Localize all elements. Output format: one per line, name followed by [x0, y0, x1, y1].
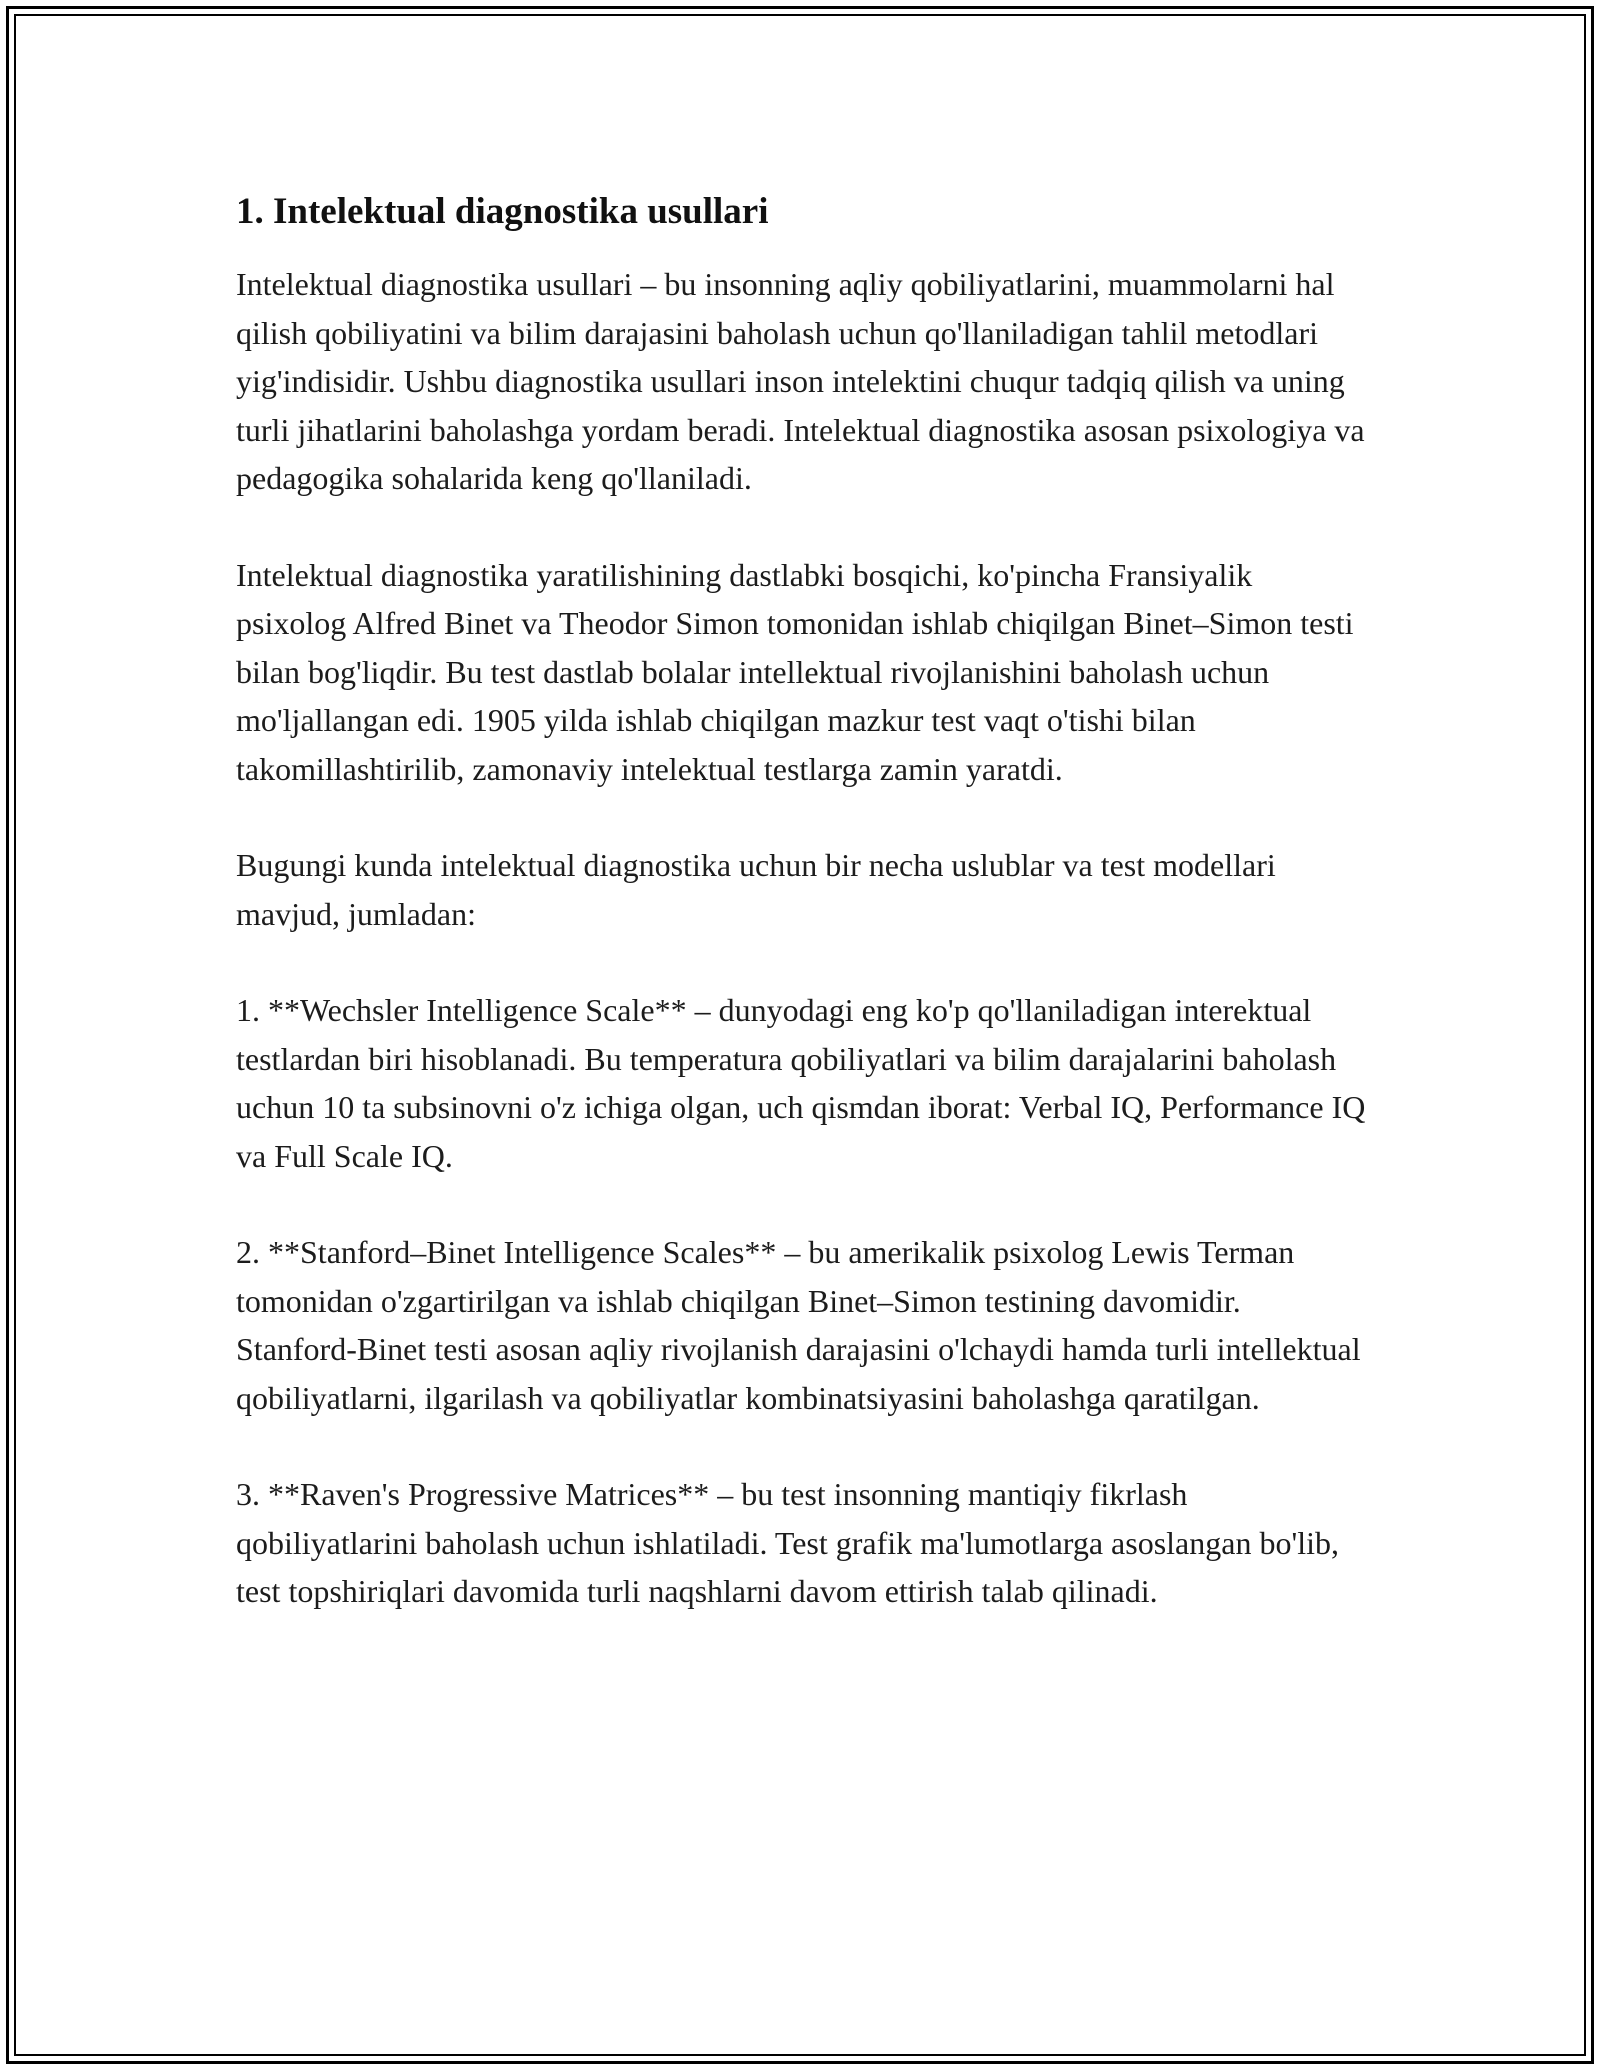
paragraph-history: Intelektual diagnostika yaratilishining dastlabki bosqichi, ko'pincha Fransiyalik psixolog Alfred Binet va Theodor Simon tomonidan ishlab chiqilgan Binet–Simon testi bilan bog'liqdir. Bu test dastlab bolalar intellektual rivojlanishini baholash uchun mo'ljallangan edi. 1905 yilda ishlab chiqilgan mazkur test vaqt o'tishi bilan takomillashtirilib, zamonaviy intelektual testlarga zamin yaratdi. — [236, 556, 1354, 787]
list-item-wechsler: 1. **Wechsler Intelligence Scale** – dunyodagi eng ko'p qo'llaniladigan interektual testlardan biri hisoblanadi. Bu temperatura qobiliyatlari va bilim darajalarini baholash uchun 10 ta subsinovni o'z ichiga olgan, uch qismdan iborat: Verbal IQ, Performance IQ va Full Scale IQ. — [236, 992, 1366, 1174]
paragraph-intro: Intelektual diagnostika usullari – bu insonning aqliy qobiliyatlarini, muammolarni hal qilish qobiliyatini va bilim darajasini baholash uchun qo'llaniladigan tahlil metodlari yig'indisidir. Ushbu diagnostika usullari inson intelektini chuqur tadqiq qilish va uning turli jihatlarini baholashga yordam beradi. Intelektual diagnostika asosan psixologiya va pedagogika sohalarida keng qo'llaniladi. — [236, 266, 1365, 496]
list-item-raven: 3. **Raven's Progressive Matrices** – bu test insonning mantiqiy fikrlash qobiliyatlarini baholash uchun ishlatiladi. Test grafik ma'lumotlarga asoslangan bo'lib, test topshiriqlari davomida turli naqshlarni davom ettirish talab qilinadi. — [236, 1476, 1339, 1609]
paragraph-methods-intro: Bugungi kunda intelektual diagnostika uchun bir necha uslublar va test modellari mavjud, jumladan: — [236, 847, 1276, 932]
list-item-stanford-binet: 2. **Stanford–Binet Intelligence Scales** – bu amerikalik psixolog Lewis Terman tomonidan o'zgartirilgan va ishlab chiqilgan Binet–Simon testining davomidir. Stanford-Binet testi asosan aqliy rivojlanish darajasini o'lchaydi hamda turli intellektual qobiliyatlarni, ilgarilash va qobiliyatlar kombinatsiyasini baholashga qaratilgan. — [236, 1234, 1361, 1416]
document-body — [236, 188, 1366, 1616]
section-title: 1. Intelektual diagnostika usullari — [236, 191, 769, 232]
